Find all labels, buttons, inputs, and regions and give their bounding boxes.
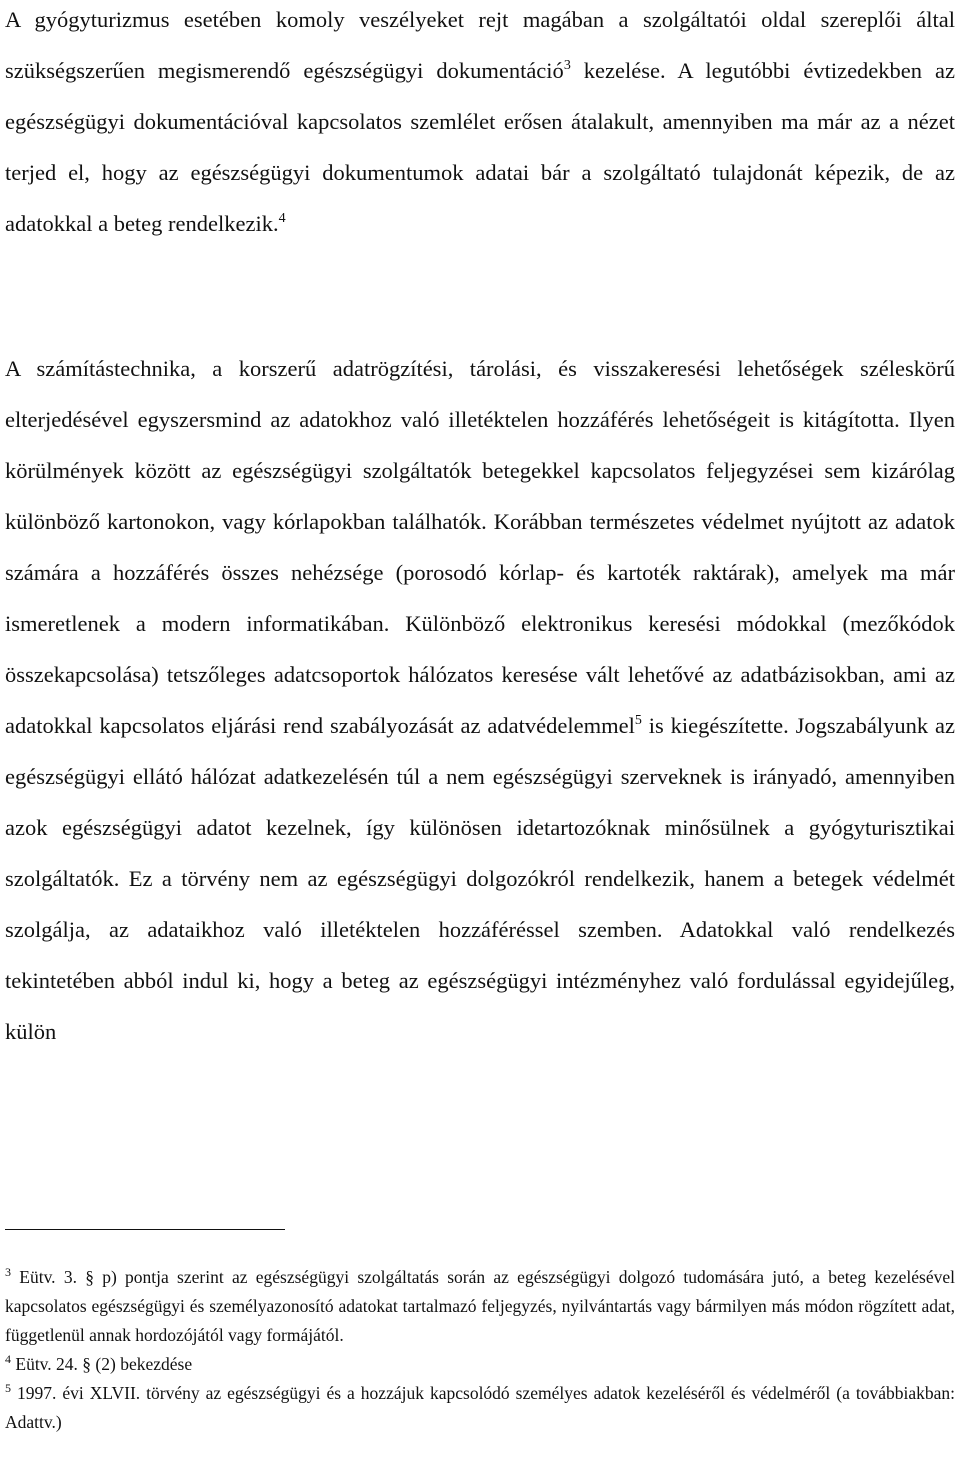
footnote-number: 5 xyxy=(5,1381,11,1395)
footnote-reference: 3 xyxy=(563,58,571,73)
footnote xyxy=(5,1350,955,1379)
body-paragraph xyxy=(5,343,955,1057)
footnote-number: 4 xyxy=(5,1352,11,1366)
footnote-reference: 4 xyxy=(278,211,286,226)
footnote xyxy=(5,1263,955,1350)
footnote-text: Eütv. 3. § p) pontja szerint az egészségügyi szolgáltatás során az egészségügyi dolgozó tudomására jutó, a beteg kezelésével kapcsolatos egészségügyi és személyazonosító adatokat tartalmazó feljegyzés, nyilvántartás vagy bármilyen más módon rögzített adat, függetlenül annak hordozójától vagy formájától. xyxy=(5,1267,955,1345)
footnote xyxy=(5,1379,955,1437)
footnote-reference: 5 xyxy=(634,713,642,728)
paragraph-text: A gyógyturizmus esetében komoly veszélyeket rejt magában a szolgáltatói oldal szereplői által szükségszerűen megismerendő egészségügyi dokumentáció xyxy=(5,7,955,83)
footnote-number: 3 xyxy=(5,1265,11,1279)
footnote-text: Eütv. 24. § (2) bekezdése xyxy=(11,1354,193,1374)
paragraph-text: is kiegészítette. Jogszabályunk az egészségügyi ellátó hálózat adatkezelésén túl a nem egészségügyi szerveknek is irányadó, amennyiben azok egészségügyi adatot kezelnek, így különösen idetartozóknak minősülnek a gyógyturisztikai szolgáltatók. Ez a törvény nem az egészségügyi dolgozókról rendelkezik, hanem a betegek védelmét szolgálja, az adataikhoz való illetéktelen hozzáféréssel szemben. Adatokkal való rendelkezés tekintetében abból indul ki, hogy a beteg az egészségügyi intézményhez való fordulással egyidejűleg, külön xyxy=(5,713,955,1044)
paragraph-text: kezelése. A legutóbbi évtizedekben az egészségügyi dokumentációval kapcsolatos szemlélet erősen átalakult, amennyiben ma már az a nézet terjed el, hogy az egészségügyi dokumentumok adatai bár a szolgáltató tulajdonát képezik, de az adatokkal a beteg rendelkezik. xyxy=(5,58,955,236)
body-paragraph xyxy=(5,0,955,249)
footnote-text: 1997. évi XLVII. törvény az egészségügyi és a hozzájuk kapcsolódó személyes adatok kezeléséről és védelméről (a továbbiakban: Adattv.) xyxy=(5,1383,955,1432)
footnotes xyxy=(5,1263,955,1437)
footnote-separator xyxy=(5,1229,285,1230)
paragraph-text: A számítástechnika, a korszerű adatrögzítési, tárolási, és visszakeresési lehetőségek széleskörű elterjedésével egyszersmind az adatokhoz való illetéktelen hozzáférés lehetőségeit is kitágította. Ilyen körülmények között az egészségügyi szolgáltatók betegekkel kapcsolatos feljegyzései sem kizárólag különböző kartonokon, vagy kórlapokban találhatók. Korábban természetes védelmet nyújtott az adatok számára a hozzáférés összes nehézsége (porosodó kórlap- és kartoték raktárak), amelyek ma már ismeretlenek a modern informatikában. Különböző elektronikus keresési módokkal (mezőkódok összekapcsolása) tetszőleges adatcsoportok hálózatos keresése vált lehetővé az adatbázisokban, ami az adatokkal kapcsolatos eljárási rend szabályozását az adatvédelemmel xyxy=(5,356,955,738)
